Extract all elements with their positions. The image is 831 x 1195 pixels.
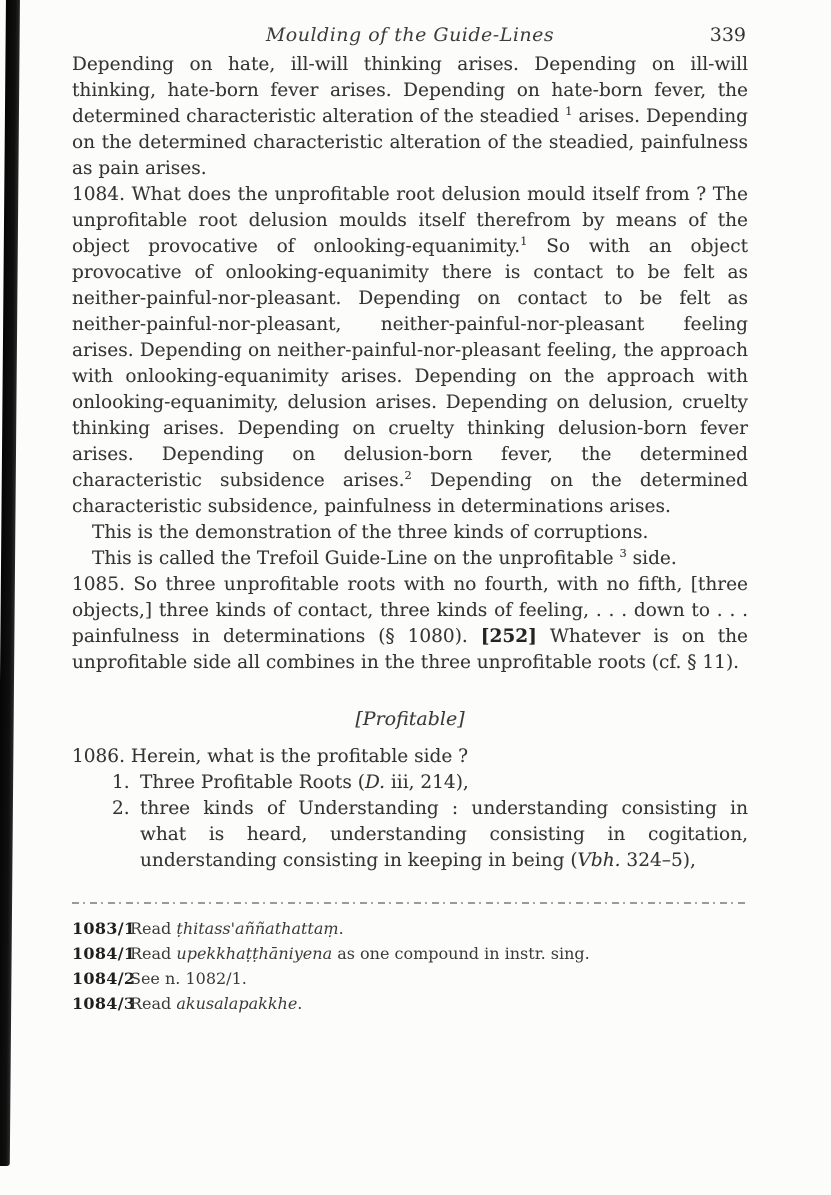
footnote-label: 1084/3: [72, 994, 136, 1013]
page-number: 339: [709, 24, 746, 46]
running-header: [72, 24, 748, 52]
footnote-separator-rule: [72, 902, 748, 904]
paragraph-depending-on-hate: Depending on hate, ill-will thinking arises. Depending on ill-will thinking, hate-born fever arises. Depending on hate-born fever, the determined characteristic alteration of the steadied $^1$ arises. Depending on the determined characteristic alteration of the steadied, painfulness as pain arises.: [72, 54, 748, 179]
paragraph-1085: 1085. So three unprofitable roots with no fourth, with no fifth, [three objects,] three kinds of contact, three kinds of feeling, . . . down to . . . painfulness in determinations (§ 1080). [252] Whatever is on the unprofitable side all combines in the three unprofitable roots (cf. § 11).: [72, 574, 748, 673]
footnote-text: Read ṭhitass'aññathattaṃ.: [130, 919, 344, 938]
footnote-text: See n. 1082/1.: [130, 969, 247, 988]
footnote-label: 1084/2: [72, 969, 136, 988]
footnote-label: 1084/1: [72, 944, 136, 963]
footnote-text: Read upekkhaṭṭhāniyena as one compound in instr. sing.: [130, 944, 590, 963]
list-number: 2.: [112, 798, 130, 819]
line-trefoil-guide-line: This is called the Trefoil Guide-Line on the unprofitable $^3$ side.: [92, 545, 677, 569]
list-number: 1.: [112, 772, 130, 793]
running-title: Moulding of the Guide-Lines: [265, 24, 555, 46]
footnote-1084-1: [72, 941, 748, 966]
footnote-1083-1: [72, 916, 748, 941]
paragraph-1084: 1084. What does the unprofitable root delusion mould itself from ? The unprofitable root delusion moulds itself therefrom by means of the object provocative of onlooking-equanimity.$^1$ So with an object provocative of onlooking-equanimity there is contact to be felt as neither-painful-nor-pleasant. Depending on contact to be felt as neither-painful-nor-pleasant, neither-painful-nor-pleasant feeling arises. Depending on neither-painful-nor-pleasant feeling, the approach with onlooking-equanimity arises. Depending on the approach with onlooking-equanimity, delusion arises. Depending on delusion, cruelty thinking arises. Depending on cruelty thinking delusion-born fever arises. Depending on delusion-born fever, the determined characteristic subsidence arises.$^2$ Depending on the determined characteristic subsidence, painfulness in determinations arises.: [72, 184, 749, 517]
section-heading-profitable: [Profitable]: [355, 708, 465, 730]
line-demonstration-of-corruptions: This is the demonstration of the three kinds of corruptions.: [92, 522, 649, 543]
list-item-profitable-roots: [112, 770, 748, 796]
footnote-1084-2: [72, 966, 748, 991]
footnote-1084-3: [72, 991, 748, 1016]
list-item-text: three kinds of Understanding : understanding consisting in what is heard, understanding consisting in cogitation, understanding consisting in keeping in being (Vbh. 324–5),: [140, 798, 748, 871]
page-content: [72, 24, 748, 1016]
binding-shadow-bar: [0, 0, 20, 1166]
list-item-three-kinds-understanding: [112, 796, 748, 874]
paragraph-1086: 1086. Herein, what is the profitable side ?: [72, 746, 469, 767]
list-item-text: Three Profitable Roots (D. iii, 214),: [140, 772, 469, 793]
footnotes-block: [72, 916, 748, 1016]
footnote-text: Read akusalapakkhe.: [130, 994, 303, 1013]
footnote-label: 1083/1: [72, 919, 136, 938]
